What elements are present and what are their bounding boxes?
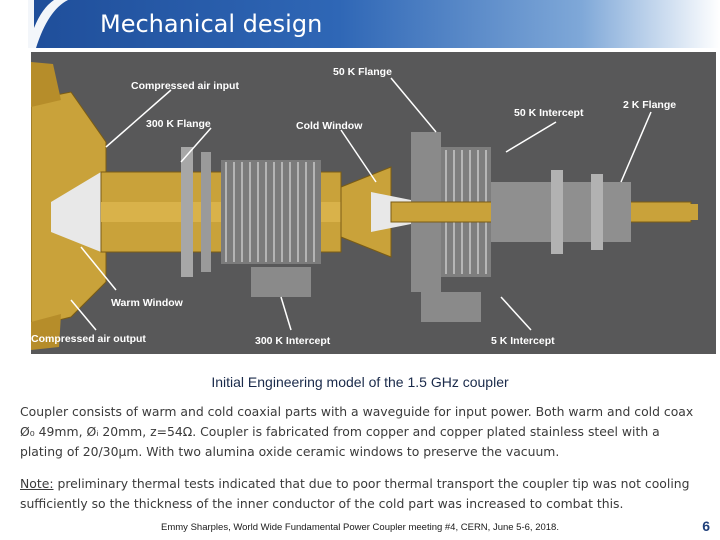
note-paragraph <box>20 474 704 514</box>
label-cold-window: Cold Window <box>296 120 363 132</box>
title-bar <box>28 0 720 48</box>
label-50k-flange: 50 K Flange <box>333 66 392 78</box>
note-text: preliminary thermal tests indicated that due to poor thermal transport the coupler tip was not cooling sufficiently so the thickness of the inner conductor of the cold part was increased to combat this. <box>20 476 690 511</box>
label-5k-intercept: 5 K Intercept <box>491 335 555 347</box>
page-number: 6 <box>702 518 710 534</box>
coupler-figure <box>31 52 716 354</box>
label-2k-flange: 2 K Flange <box>623 99 677 111</box>
label-compressed-air-input: Compressed air input <box>131 80 239 92</box>
label-300k-flange: 300 K Flange <box>146 118 211 130</box>
slide-title: Mechanical design <box>100 10 323 38</box>
logo-swoosh-icon <box>28 0 80 48</box>
description-paragraph: Coupler consists of warm and cold coaxial parts with a waveguide for input power. Both warm and cold coax Ø₀ 49mm, Øᵢ 20mm, z=54Ω. Coupler is fabricated from copper and copper plated stainless steel with a plating of 20/30µm. With two alumina oxide ceramic windows to preserve the vacuum. <box>20 404 694 459</box>
note-label: Note: <box>20 476 54 491</box>
label-50k-intercept: 50 K Intercept <box>514 107 584 119</box>
figure-caption: Initial Engineering model of the 1.5 GHz coupler <box>211 374 509 390</box>
label-warm-window: Warm Window <box>111 297 183 309</box>
label-300k-intercept: 300 K Intercept <box>255 335 331 347</box>
footer-citation: Emmy Sharples, World Wide Fundamental Power Coupler meeting #4, CERN, June 5-6, 2018. <box>161 522 559 533</box>
label-compressed-air-output: Compressed air output <box>31 333 146 345</box>
